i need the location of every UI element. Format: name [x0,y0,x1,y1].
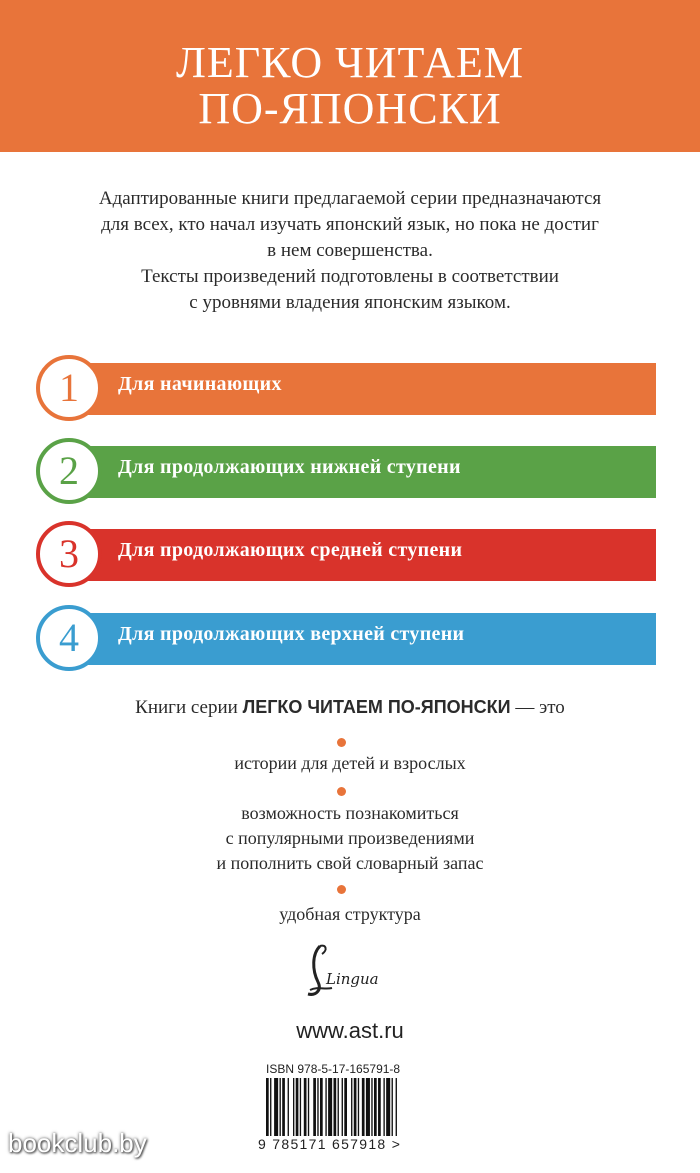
series-prefix: Книги серии [135,697,243,718]
series-statement [0,697,700,719]
series-title-line2: ПО-ЯПОНСКИ [198,84,502,133]
intro-line: в нем совершенства. [267,240,433,261]
level-label: Для продолжающих нижней ступени [118,456,461,478]
intro-line: Тексты произведений подготовлены в соответствии [141,266,559,287]
bullet-line: и пополнить свой словарный запас [216,853,484,873]
level-label: Для начинающих [118,373,282,395]
publisher-url: www.ast.ru [296,1018,404,1043]
svg-text:Lingua: Lingua [326,970,379,988]
bullet-dot-icon [337,885,346,894]
level-number-circle: 3 [36,521,102,587]
level-3 [36,521,656,587]
level-1 [36,355,656,421]
bullet-line: с популярными произведениями [225,828,475,848]
level-2 [36,438,656,504]
cover-header [0,0,700,152]
watermark: bookclub.by [8,1128,147,1158]
bullet-item [0,902,700,927]
isbn: ISBN 978-5-17-165791-8 [266,1062,401,1076]
bullet-item [0,751,700,776]
series-name: ЛЕГКО ЧИТАЕМ ПО-ЯПОНСКИ [242,697,511,717]
intro-text [30,186,670,316]
bullet-line: истории для детей и взрослых [234,753,466,773]
level-label: Для продолжающих верхней ступени [118,623,465,645]
bullet-dot-icon [337,787,346,796]
level-label: Для продолжающих средней ступени [118,539,463,561]
level-4 [36,605,656,671]
intro-line: Адаптированные книги предлагаемой серии предназначаются [98,188,602,209]
series-title-line1: ЛЕГКО ЧИТАЕМ [175,38,524,87]
bullet-dot-icon [337,738,346,747]
series-suffix: — это [510,697,565,718]
intro-line: с уровнями владения японским языком. [189,292,511,313]
level-number-circle: 2 [36,438,102,504]
intro-line: для всех, кто начал изучать японский язык, но пока не достиг [101,214,599,235]
bullet-line: возможность познакомиться [241,803,459,823]
level-number-circle: 4 [36,605,102,671]
lingua-logo [298,940,388,1000]
barcode-digits: 9 785171 657918 > [258,1136,402,1152]
bullet-item [0,801,700,876]
level-number-circle: 1 [36,355,102,421]
bullet-line: удобная структура [279,904,421,924]
